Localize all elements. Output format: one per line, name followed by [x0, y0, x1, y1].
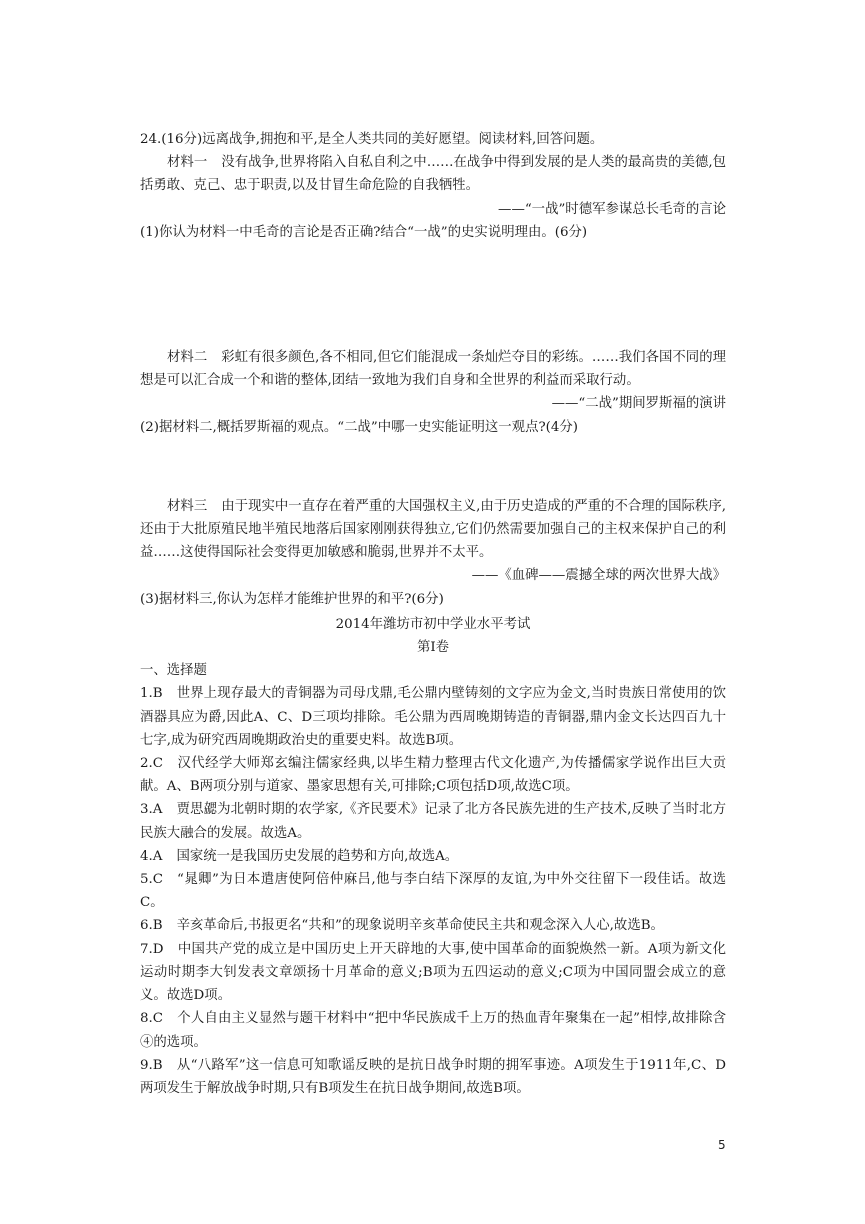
section-title: 一、选择题 — [140, 663, 207, 679]
question-24-heading: 24.(16分)远离战争,拥抱和平,是全人类共同的美好愿望。阅读材料,回答问题。 — [140, 132, 604, 147]
sub-question-2: (2)据材料二,概括罗斯福的观点。“二战”中哪一史实能证明这一观点?(4分) — [140, 419, 578, 435]
answer-item — [140, 845, 726, 868]
material-3-source: ——《血碑——震撼全球的两次世界大战》 — [471, 568, 726, 584]
answer-explanation: “晁卿”为日本遣唐使阿倍仲麻吕,他与李白结下深厚的友谊,为中外交往留下一段佳话。故选C。 — [140, 872, 726, 911]
answer-item — [140, 938, 726, 1008]
answer-number: 2.C — [140, 756, 164, 772]
sub-question-1: (1)你认为材料一中毛奇的言论是否正确?结合“一战”的史实说明理由。(6分) — [140, 224, 588, 240]
answer-item — [140, 752, 726, 798]
answer-number: 7.D — [140, 941, 164, 957]
material-1-text: 没有战争,世界将陷入自私自利之中……在战争中得到发展的是人类的最高贵的美德,包括勇敢、克己、忠于职责,以及甘冒生命危险的自我牺牲。 — [140, 155, 727, 194]
answer-number: 4.A — [140, 848, 163, 864]
material-2-label: 材料二 — [167, 350, 208, 366]
answer-number: 6.B — [140, 918, 163, 934]
answer-space-1 — [140, 244, 726, 346]
answer-explanation: 世界上现存最大的青铜器为司母戊鼎,毛公鼎内壁铸刻的文字应为金文,当时贵族日常使用的饮酒器具应为爵,因此A、C、D三项均排除。毛公鼎为西周晚期铸造的青铜器,鼎内金文长达四百九十七字,成为研究西周晚期政治史的重要史料。故选B项。 — [140, 686, 726, 748]
answer-item — [140, 868, 726, 914]
material-1-source: ——“一战”时德军参谋总长毛奇的言论 — [498, 201, 726, 217]
answer-explanation: 贾思勰为北朝时期的农学家,《齐民要术》记录了北方各民族先进的生产技术,反映了当时北方民族大融合的发展。故选A。 — [140, 802, 726, 841]
sub-question-3: (3)据材料三,你认为怎样才能维护世界的和平?(6分) — [140, 591, 444, 607]
material-2 — [140, 346, 726, 392]
answer-explanation: 国家统一是我国历史发展的趋势和方向,故选A。 — [176, 848, 459, 864]
page-number: 5 — [718, 1138, 726, 1152]
answer-number: 1.B — [140, 686, 163, 702]
material-3 — [140, 495, 726, 565]
answer-item — [140, 682, 726, 752]
answer-number: 5.C — [140, 872, 164, 888]
answer-explanation: 中国共产党的成立是中国历史上开天辟地的大事,使中国革命的面貌焕然一新。A项为新文化运动时期李大钊发表文章颂扬十月革命的意义;B项为五四运动的意义;C项为中国同盟会成立的意义。故选D项。 — [140, 941, 726, 1004]
answer-number: 3.A — [140, 802, 163, 818]
answer-number: 8.C — [140, 1011, 164, 1027]
answer-item — [140, 1054, 726, 1100]
answer-list — [140, 682, 726, 1100]
exam-title: 2014年潍坊市初中学业水平考试 — [335, 616, 531, 632]
answer-item — [140, 798, 726, 844]
answer-space-2 — [140, 439, 726, 495]
page-content — [140, 128, 726, 1100]
volume-title: 第Ⅰ卷 — [416, 640, 450, 656]
answer-explanation: 汉代经学大师郑玄编注儒家经典,以毕生精力整理古代文化遗产,为传播儒家学说作出巨大贡献。A、B两项分别与道家、墨家思想有关,可排除;C项包括D项,故选C项。 — [140, 756, 726, 795]
material-2-source: ——“二战”期间罗斯福的演讲 — [551, 396, 726, 412]
material-1 — [140, 151, 726, 197]
material-3-label: 材料三 — [167, 498, 208, 514]
answer-explanation: 个人自由主义显然与题干材料中“把中华民族成千上万的热血青年聚集在一起”相悖,故排除含④的选项。 — [140, 1011, 726, 1050]
material-1-label: 材料一 — [167, 155, 208, 171]
answer-number: 9.B — [140, 1057, 163, 1073]
material-3-text: 由于现实中一直存在着严重的大国强权主义,由于历史造成的严重的不合理的国际秩序,还由于大批原殖民地半殖民地落后国家刚刚获得独立,它们仍然需要加强自己的主权来保护自己的利益……这使得国际社会变得更加敏感和脆弱,世界并不太平。 — [140, 498, 727, 561]
answer-explanation: 从“八路军”这一信息可知歌谣反映的是抗日战争时期的拥军事迹。A项发生于1911年,C、D两项发生于解放战争时期,只有B项发生在抗日战争期间,故选B项。 — [140, 1057, 726, 1096]
answer-item — [140, 1007, 726, 1053]
answer-explanation: 辛亥革命后,书报更名“共和”的现象说明辛亥革命使民主共和观念深入人心,故选B。 — [176, 918, 664, 934]
answer-item — [140, 914, 726, 937]
material-2-text: 彩虹有很多颜色,各不相同,但它们能混成一条灿烂夺目的彩练。……我们各国不同的理想是可以汇合成一个和谐的整体,团结一致地为我们自身和全世界的利益而采取行动。 — [140, 350, 727, 389]
